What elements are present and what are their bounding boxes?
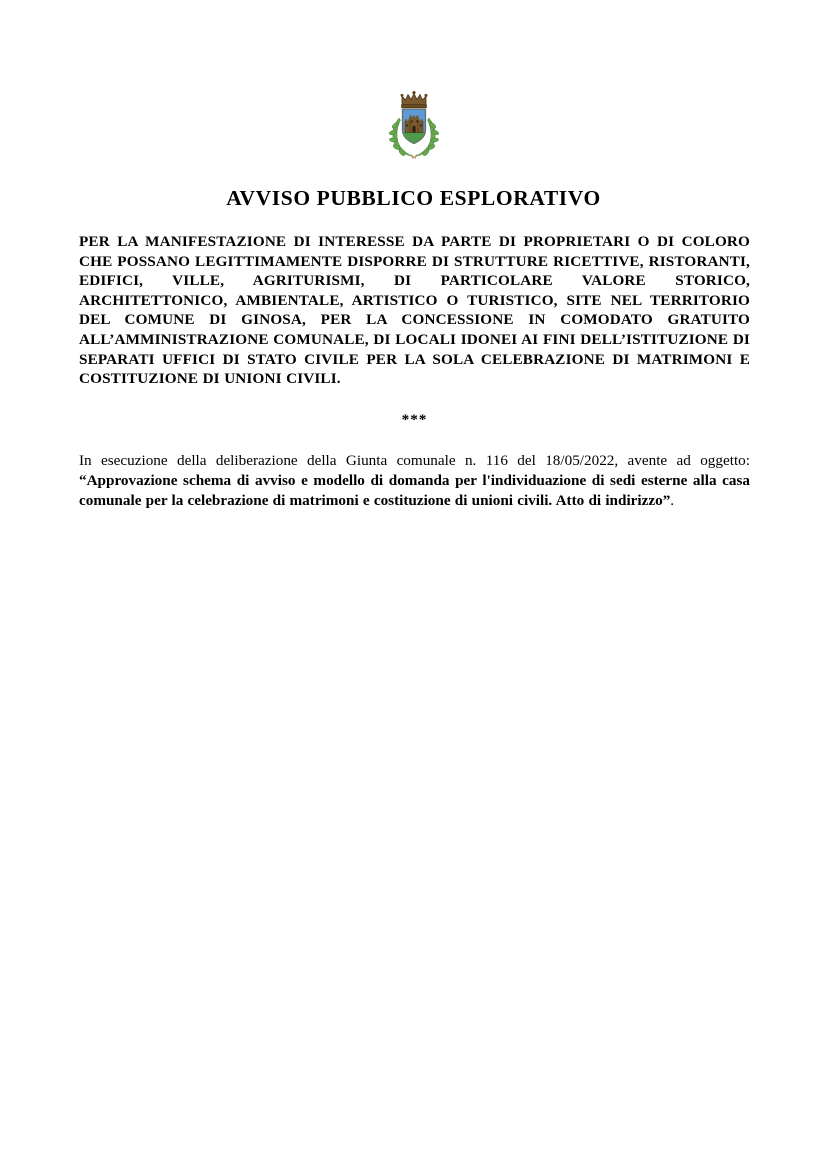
body-outro-text: . (670, 491, 675, 509)
crown-icon (400, 91, 427, 108)
coat-of-arms-icon (383, 88, 445, 160)
section-separator: *** (401, 410, 428, 428)
crest-container (0, 88, 827, 160)
page-title: AVVISO PUBBLICO ESPLORATIVO (226, 186, 601, 210)
document-content (79, 232, 750, 510)
deliberation-title-text: “Approvazione schema di avviso e modello di domanda per l'individuazione di sedi esterne alla casa comunale per la celebrazione di matrimoni e costituzione di unioni civili. Atto di indirizzo” (79, 471, 750, 509)
body-intro-text: In esecuzione della deliberazione della Giunta comunale n. 116 del 18/05/2022, avente ad oggetto: (79, 452, 750, 470)
lead-paragraph: PER LA MANIFESTAZIONE DI INTERESSE DA PARTE DI PROPRIETARI O DI COLORO CHE POSSANO LEGITTIMAMENTE DISPORRE DI STRUTTURE RICETTIVE, RISTORANTI, EDIFICI, VILLE, AGRITURISMI, DI PARTICOLARE VALORE STORICO, ARCHITETTONICO, AMBIENTALE, ARTISTICO O TURISTICO, SITE NEL TERRITORIO DEL COMUNE DI GINOSA, PER LA CONCESSIONE IN COMODATO GRATUITO ALL’AMMINISTRAZIONE COMUNALE, DI LOCALI IDONEI AI FINI DELL’ISTITUZIONE DI SEPARATI UFFICI DI STATO CIVILE PER LA SOLA CELEBRAZIONE DI MATRIMONI E COSTITUZIONE DI UNIONI CIVILI. (79, 233, 750, 388)
shield-icon (402, 109, 425, 144)
ribbon-icon (411, 155, 417, 159)
body-paragraph (79, 451, 750, 510)
